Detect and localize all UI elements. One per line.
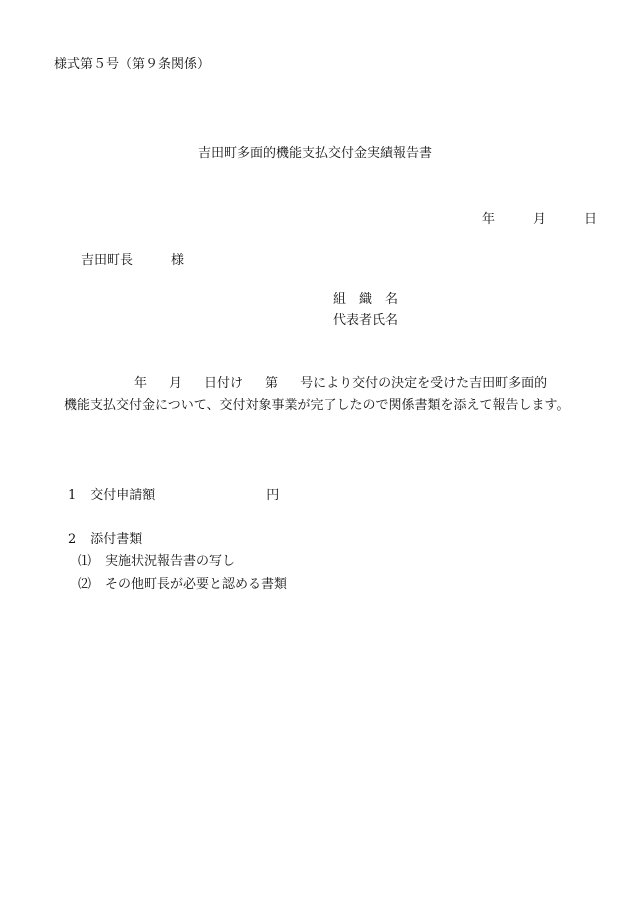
body-line1-rest: 号により交付の決定を受けた吉田町多面的 — [300, 376, 548, 391]
body-line-2: 機能支払交付金について、交付対象事業が完了したので関係書類を添えて報告します。 — [64, 398, 570, 413]
document-title: 吉田町多面的機能支払交付金実績報告書 — [197, 146, 432, 161]
item-application-amount — [68, 488, 279, 504]
date-day: 日 — [584, 212, 598, 227]
body-dated: 日付け — [204, 376, 244, 391]
body-year: 年 — [134, 376, 148, 391]
addressee-name: 吉田町長 — [81, 253, 134, 268]
attachment-text: 実施状況報告書の写し — [105, 554, 236, 569]
item-unit: 円 — [266, 488, 280, 503]
addressee-honorific: 様 — [171, 253, 185, 268]
item-label: 添付書類 — [90, 532, 143, 547]
item-number: 1 — [68, 488, 77, 503]
body-line-1 — [134, 376, 547, 392]
attachment-text: その他町長が必要と認める書類 — [105, 577, 288, 592]
attachment-marker: ⑵ — [78, 577, 92, 592]
representative-label: 代表者氏名 — [333, 313, 399, 328]
body-month: 月 — [169, 376, 183, 391]
body-no-prefix: 第 — [265, 376, 279, 391]
form-number: 様式第５号（第９条関係） — [54, 57, 211, 72]
item-attachments — [68, 532, 142, 548]
attachment-item — [78, 577, 287, 593]
item-number: 2 — [68, 532, 77, 547]
date-month: 月 — [533, 212, 547, 227]
attachment-marker: ⑴ — [78, 554, 92, 569]
addressee — [81, 253, 184, 269]
organization-label: 組 織 名 — [333, 292, 399, 307]
attachment-item — [78, 554, 235, 570]
item-label: 交付申請額 — [90, 488, 156, 503]
report-date — [482, 212, 597, 228]
date-year: 年 — [482, 212, 496, 227]
